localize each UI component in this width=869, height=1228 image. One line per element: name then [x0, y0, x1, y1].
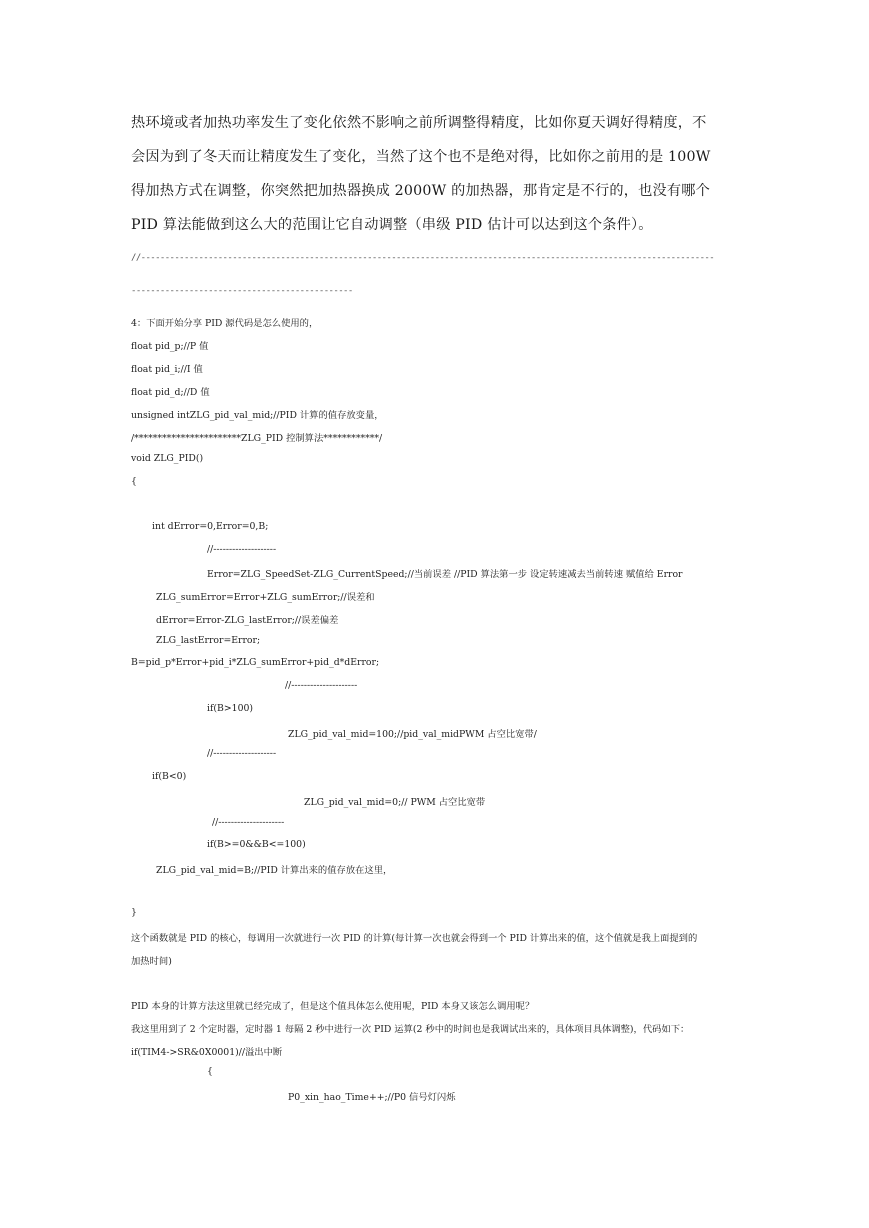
- code-line: P0_xin_hao_Time++;//P0 信号灯闪烁: [288, 1092, 456, 1103]
- code-line: ZLG_sumError=Error+ZLG_sumError;//误差和: [156, 592, 375, 603]
- intro-line: 会因为到了冬天而让精度发生了变化，当然了这个也不是绝对得，比如你之前用的是 100W: [131, 149, 711, 165]
- section-heading: 4：下面开始分享 PID 源代码是怎么使用的，: [131, 318, 319, 329]
- code-line: dError=Error-ZLG_lastError;//误差偏差: [156, 615, 339, 626]
- code-line: if(B>=0&&B<=100): [207, 839, 306, 850]
- code-line: unsigned intZLG_pid_val_mid;//PID 计算的值存放变量，: [131, 410, 384, 421]
- body-text-line: PID 本身的计算方法这里就已经完成了，但是这个值具体怎么使用呢，PID 本身又该怎么调用呢？: [131, 1001, 535, 1012]
- code-line: int dError=0,Error=0,B;: [152, 521, 269, 532]
- code-line: if(B>100): [207, 703, 254, 714]
- body-text-line: 我这里用到了 2 个定时器，定时器 1 每隔 2 秒中进行一次 PID 运算(2 秒中的时间也是我调试出来的，具体项目具体调整)，代码如下：: [131, 1024, 690, 1035]
- code-line: float pid_i;//I 值: [131, 364, 203, 375]
- separator-line: ----------------------------------------------: [131, 286, 353, 296]
- code-line: {: [131, 476, 137, 487]
- code-line: //---------------------: [285, 680, 358, 691]
- body-text-line: 加热时间): [131, 956, 172, 967]
- code-line: B=pid_p*Error+pid_i*ZLG_sumError+pid_d*dError;: [131, 657, 380, 668]
- code-line: float pid_d;//D 值: [131, 387, 210, 398]
- code-line: }: [131, 907, 137, 918]
- code-line: /***********************ZLG_PID 控制算法************/: [131, 433, 383, 444]
- code-line: Error=ZLG_SpeedSet-ZLG_CurrentSpeed;//当前误差 //PID 算法第一步 设定转速减去当前转速 赋值给 Error: [207, 569, 683, 580]
- code-line: {: [207, 1066, 213, 1077]
- code-line: //--------------------: [207, 544, 277, 555]
- code-line: if(B<0): [152, 771, 187, 782]
- body-text-line: 这个函数就是 PID 的核心，每调用一次就进行一次 PID 的计算(每计算一次也就会得到一个 PID 计算出来的值，这个值就是我上面提到的: [131, 933, 698, 944]
- intro-line: 热环境或者加热功率发生了变化依然不影响之前所调整得精度，比如你夏天调好得精度，不: [131, 115, 707, 131]
- code-line: //--------------------: [207, 748, 277, 759]
- code-line: void ZLG_PID(): [131, 453, 204, 464]
- code-line: ZLG_lastError=Error;: [156, 635, 261, 646]
- code-line: if(TIM4->SR&0X0001)//溢出中断: [131, 1047, 283, 1058]
- code-line: ZLG_pid_val_mid=100;//pid_val_midPWM 占空比宽带/: [288, 729, 537, 740]
- intro-line: 得加热方式在调整，你突然把加热器换成 2000W 的加热器，那肯定是不行的，也没有哪个: [131, 183, 711, 199]
- code-line: ZLG_pid_val_mid=0;// PWM 占空比宽带: [304, 797, 486, 808]
- separator-line: //-----------------------------------------------------------------------------------------------------------------------: [131, 253, 715, 263]
- code-line: ZLG_pid_val_mid=B;//PID 计算出来的值存放在这里，: [156, 865, 393, 876]
- code-line: //---------------------: [212, 817, 285, 828]
- intro-line: PID 算法能做到这么大的范围让它自动调整（串级 PID 估计可以达到这个条件）。: [131, 217, 653, 233]
- code-line: float pid_p;//P 值: [131, 341, 209, 352]
